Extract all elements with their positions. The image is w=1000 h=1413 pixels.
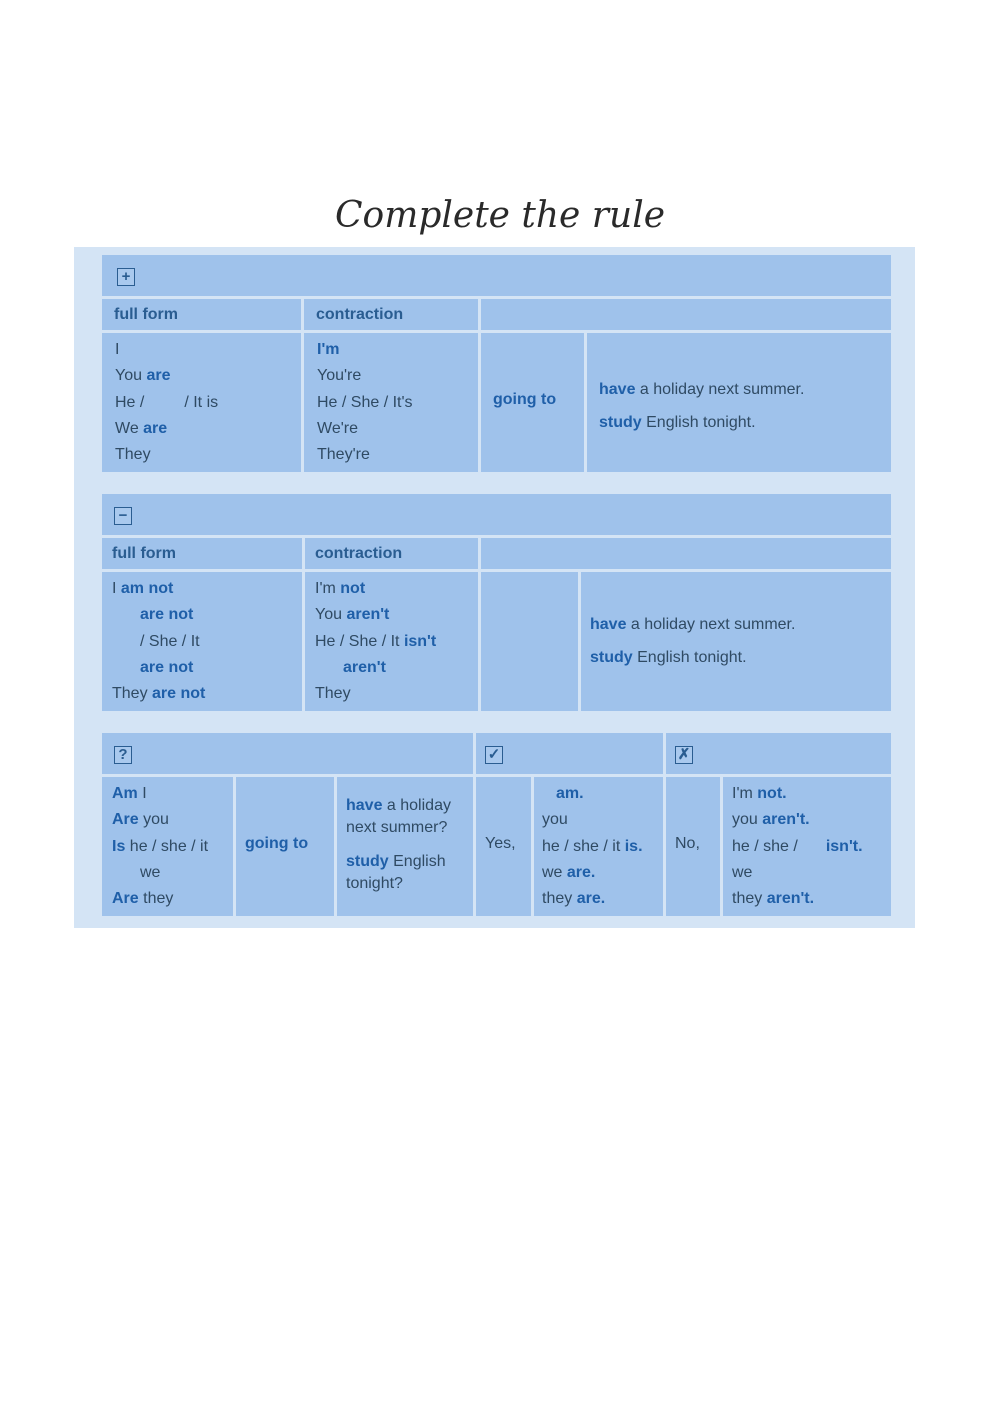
yes-header-bar bbox=[476, 733, 663, 774]
list-item: They're bbox=[317, 446, 370, 464]
affirmative-header-blank bbox=[481, 299, 891, 330]
negative-full-form-header bbox=[102, 538, 302, 569]
list-item: am. bbox=[556, 785, 584, 802]
question-header-bar bbox=[102, 733, 473, 774]
negative-contraction-header bbox=[305, 538, 478, 569]
yes-label-cell: Yes, bbox=[476, 777, 531, 916]
list-item: we bbox=[732, 863, 753, 881]
grammar-table-panel bbox=[74, 247, 915, 928]
list-item: have a holiday next summer. bbox=[599, 381, 805, 398]
list-item: He / She / It's bbox=[317, 393, 413, 411]
list-item: study English tonight. bbox=[590, 649, 747, 666]
list-item: next summer? bbox=[346, 819, 448, 836]
full-form-label: full form bbox=[114, 306, 178, 323]
no-label-cell: No, bbox=[666, 777, 720, 916]
list-item: you aren't. bbox=[732, 811, 810, 829]
list-item: He / She / It isn't bbox=[315, 632, 437, 650]
list-item: we are. bbox=[542, 863, 596, 881]
list-item: have a holiday bbox=[346, 797, 451, 814]
plus-icon: + bbox=[117, 268, 135, 286]
affirmative-going-to: going to bbox=[481, 333, 584, 472]
negative-blank-cell bbox=[481, 572, 578, 711]
list-item: you bbox=[542, 811, 568, 829]
list-item: He / / It is bbox=[115, 393, 219, 411]
list-item: study English tonight. bbox=[599, 414, 756, 431]
question-subjects bbox=[102, 777, 233, 916]
list-item: I am not bbox=[112, 580, 174, 597]
affirmative-contractions bbox=[304, 333, 478, 472]
list-item: You aren't bbox=[315, 606, 390, 624]
list-item: We are bbox=[115, 419, 168, 437]
cross-icon: ✗ bbox=[675, 746, 693, 764]
affirmative-endings bbox=[587, 333, 891, 472]
list-item: are not bbox=[140, 658, 194, 676]
list-item: Is he / she / it bbox=[112, 837, 209, 855]
list-item: tonight? bbox=[346, 875, 403, 892]
negative-header-blank bbox=[481, 538, 891, 569]
question-going-to: going to bbox=[236, 777, 334, 916]
negative-endings bbox=[581, 572, 891, 711]
list-item: they are. bbox=[542, 890, 606, 908]
list-item: I'm bbox=[317, 341, 340, 358]
list-item: they aren't. bbox=[732, 890, 815, 908]
list-item: Are you bbox=[112, 811, 169, 829]
list-item: We're bbox=[317, 419, 358, 437]
no-header-bar bbox=[666, 733, 891, 774]
list-item: I'm not. bbox=[732, 785, 787, 802]
minus-icon: − bbox=[114, 507, 132, 525]
full-form-label: full form bbox=[112, 545, 176, 562]
list-item: / She / It bbox=[140, 632, 200, 650]
negative-header-bar bbox=[102, 494, 891, 535]
list-item: Are they bbox=[112, 890, 174, 908]
affirmative-contraction-header bbox=[304, 299, 478, 330]
affirmative-header-bar bbox=[102, 255, 891, 296]
list-item: Am I bbox=[112, 785, 147, 802]
list-item: They are not bbox=[112, 685, 206, 703]
list-item: are not bbox=[140, 606, 194, 624]
page-title: Complete the rule bbox=[334, 195, 666, 236]
list-item: I'm not bbox=[315, 580, 366, 597]
question-endings bbox=[337, 777, 473, 916]
list-item: aren't bbox=[343, 658, 386, 676]
list-item: You're bbox=[317, 367, 362, 385]
yes-answers bbox=[534, 777, 663, 916]
question-icon: ? bbox=[114, 746, 132, 764]
check-icon: ✓ bbox=[485, 746, 503, 764]
list-item: I bbox=[115, 341, 120, 358]
list-item: we bbox=[140, 863, 161, 881]
list-item: They bbox=[115, 446, 151, 464]
list-item: You are bbox=[115, 367, 171, 385]
contraction-label: contraction bbox=[315, 545, 403, 562]
affirmative-full-form-header bbox=[102, 299, 301, 330]
list-item: have a holiday next summer. bbox=[590, 616, 796, 633]
affirmative-full-forms bbox=[102, 333, 301, 472]
list-item: They bbox=[315, 685, 351, 703]
contraction-label: contraction bbox=[316, 306, 404, 323]
list-item: he / she / it is. bbox=[542, 837, 643, 855]
negative-full-forms bbox=[102, 572, 302, 711]
negative-contractions bbox=[305, 572, 478, 711]
list-item: study English bbox=[346, 853, 446, 870]
no-answers bbox=[723, 777, 891, 916]
list-item: he / she / isn't. bbox=[732, 837, 863, 855]
